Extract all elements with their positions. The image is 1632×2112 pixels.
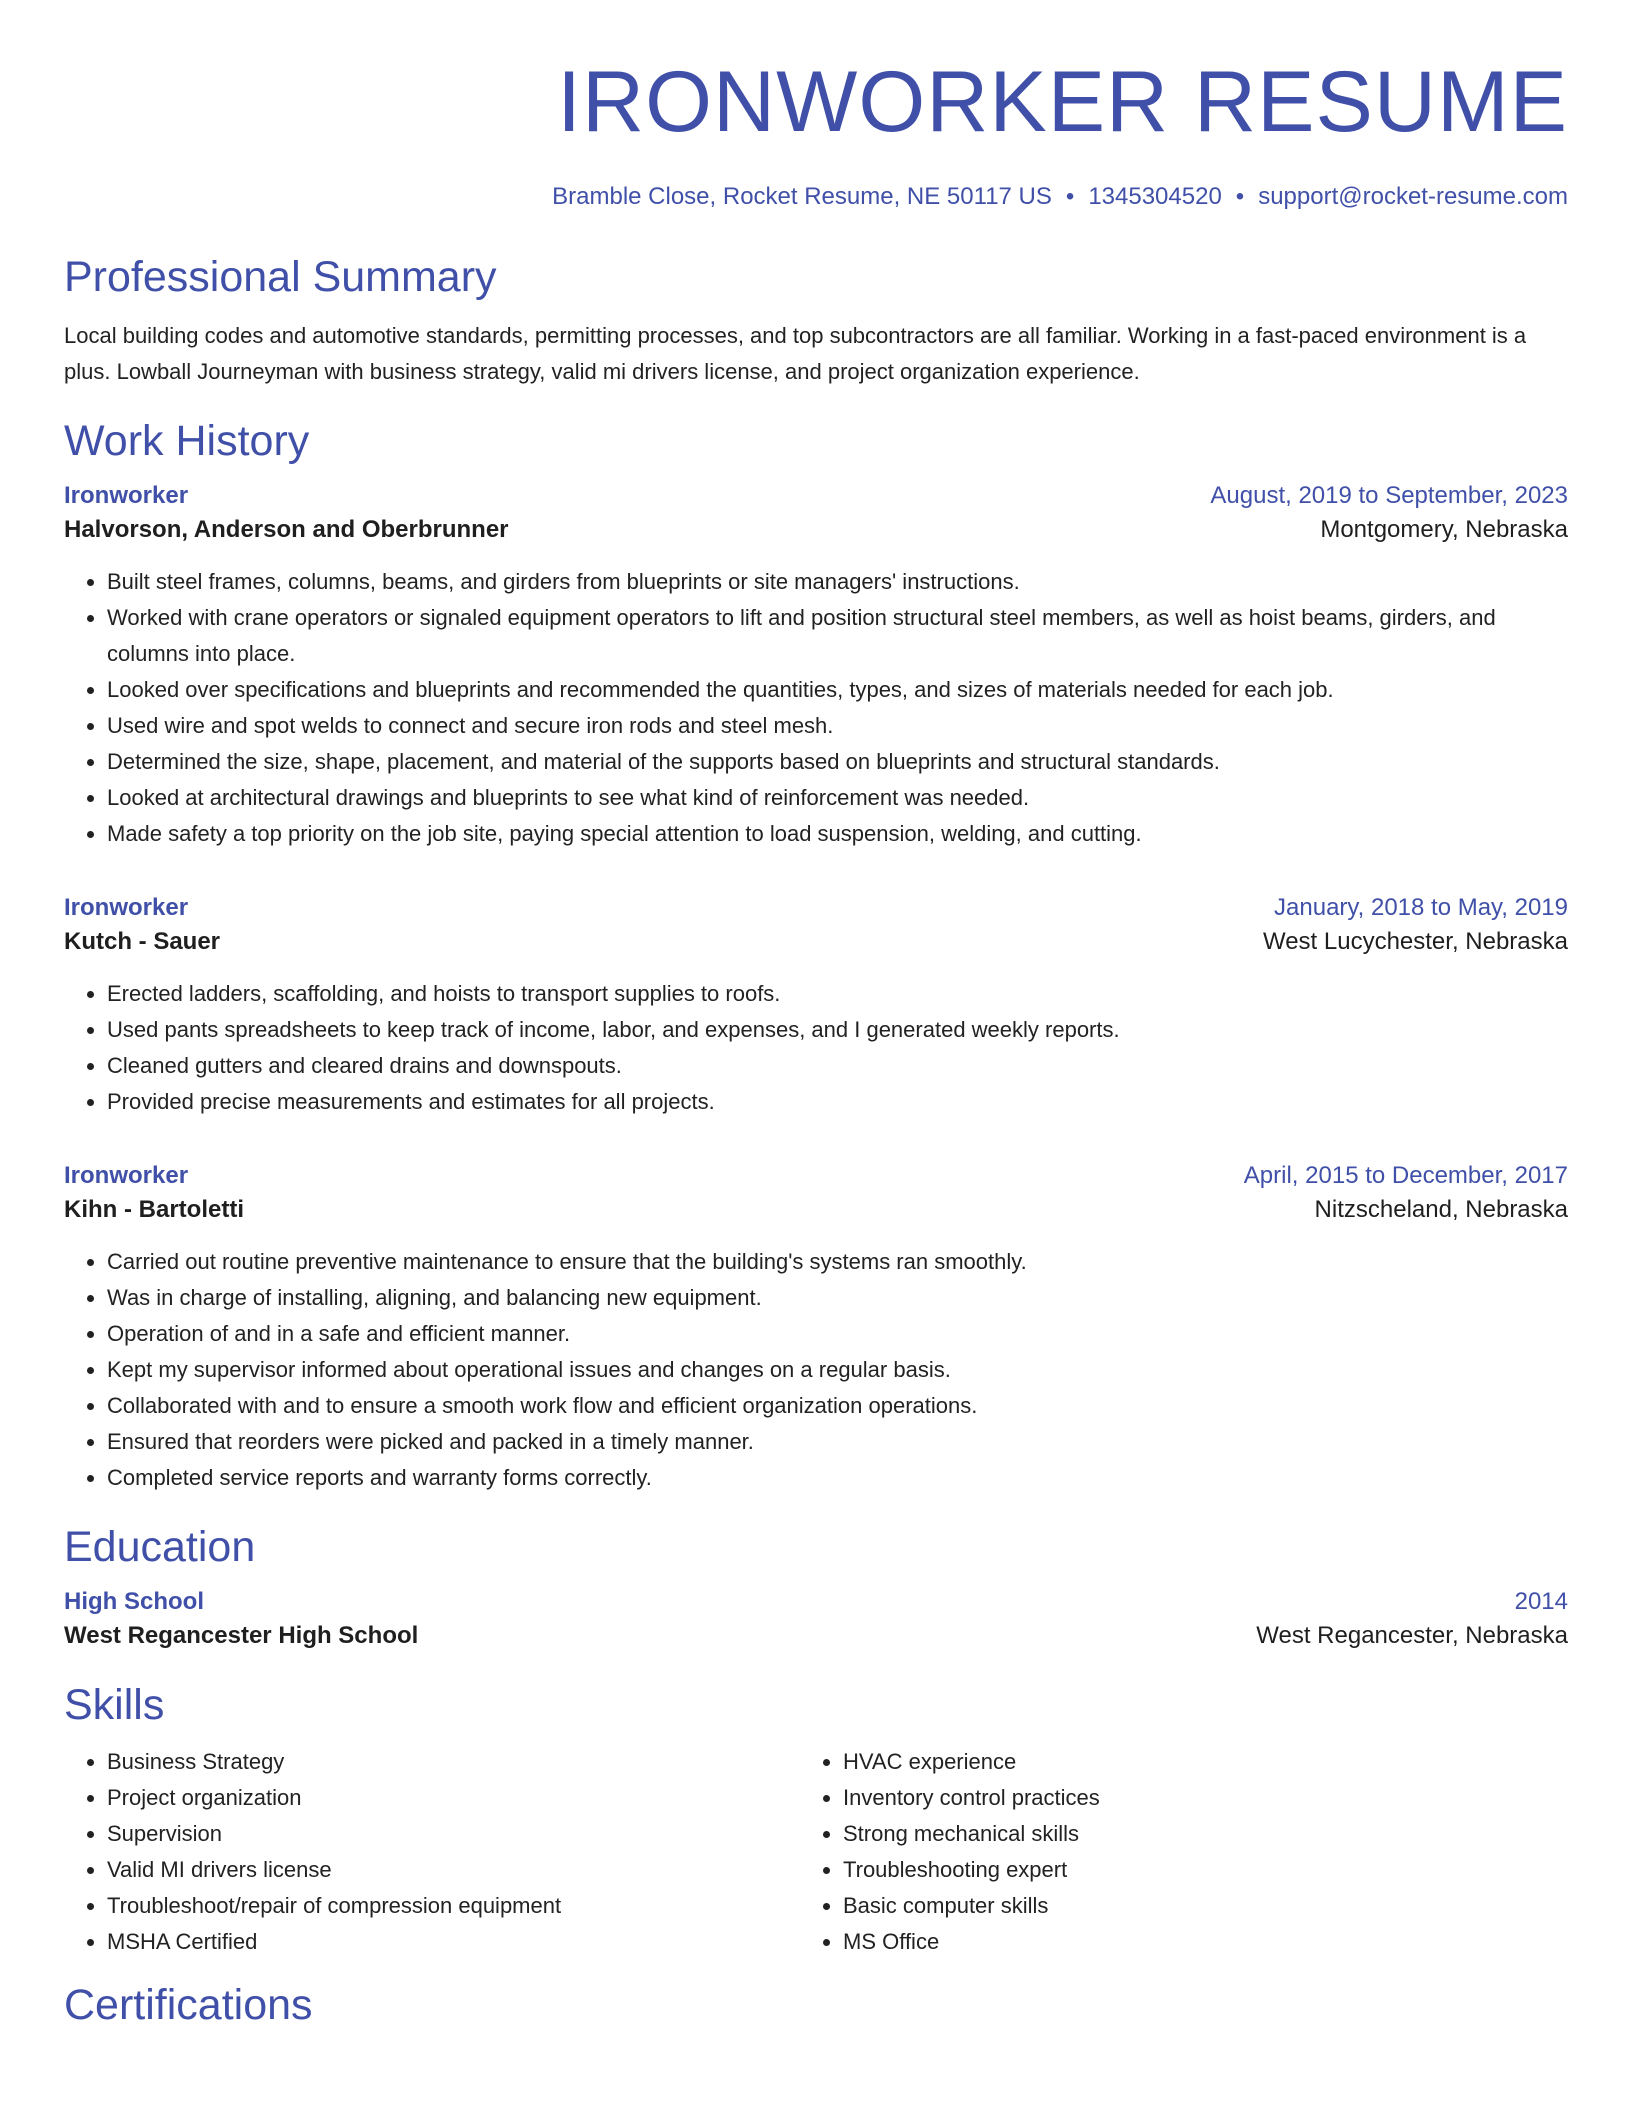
job-date: August, 2019 to September, 2023 [1210, 482, 1568, 509]
skill-item: • Basic computer skills [843, 1888, 1536, 1924]
skill-item: • Strong mechanical skills [843, 1816, 1536, 1852]
education-location: West Regancester, Nebraska [1256, 1622, 1568, 1649]
bullet-item: • Determined the size, shape, placement, and material of the supports based on blueprints and structural standards. [107, 744, 1568, 780]
skills-grid [64, 1744, 1568, 1960]
skill-item: • Business Strategy [107, 1744, 800, 1780]
bullet-item: • Cleaned gutters and cleared drains and downspouts. [107, 1048, 1568, 1084]
section-title-education: Education [64, 1523, 256, 1571]
job-entry [64, 1160, 1568, 1496]
section-title-certifications: Certifications [64, 1981, 313, 2029]
skill-item: • Troubleshoot/repair of compression equipment [107, 1888, 800, 1924]
skill-item: • HVAC experience [843, 1744, 1536, 1780]
skill-item: • Project organization [107, 1780, 800, 1816]
bullet-item: • Used pants spreadsheets to keep track of income, labor, and expenses, and I generated weekly reports. [107, 1012, 1568, 1048]
job-location: West Lucychester, Nebraska [1262, 928, 1568, 955]
bullet-item: • Erected ladders, scaffolding, and hoists to transport supplies to roofs. [107, 976, 1568, 1012]
job-date: April, 2015 to December, 2017 [1243, 1162, 1568, 1189]
bullet-item: • Provided precise measurements and estimates for all projects. [107, 1084, 1568, 1120]
job-entry [64, 892, 1568, 1120]
job-role: Ironworker [64, 1162, 189, 1189]
skill-item: • MSHA Certified [107, 1924, 800, 1960]
contact-line [64, 182, 1568, 212]
contact-address: Bramble Close, Rocket Resume, NE 50117 US [552, 183, 1052, 210]
job-role: Ironworker [64, 894, 189, 921]
bullet-item: • Made safety a top priority on the job site, paying special attention to load suspension, welding, and cutting. [107, 816, 1568, 852]
job-entry [64, 480, 1568, 852]
education-year: 2014 [1514, 1588, 1568, 1615]
job-date: January, 2018 to May, 2019 [1274, 894, 1568, 921]
contact-phone: 1345304520 [1088, 183, 1222, 210]
bullet-item: • Built steel frames, columns, beams, and girders from blueprints or site managers' instructions. [107, 564, 1568, 600]
skill-item: • Supervision [107, 1816, 800, 1852]
bullet-item: • Operation of and in a safe and efficient manner. [107, 1316, 1568, 1352]
job-company: Kutch - Sauer [64, 928, 221, 955]
bullet-item: • Collaborated with and to ensure a smooth work flow and efficient organization operations. [107, 1388, 1568, 1424]
job-location: Montgomery, Nebraska [1320, 516, 1568, 543]
skills-list [64, 1744, 800, 1960]
skill-item: • Troubleshooting expert [843, 1852, 1536, 1888]
education-school: West Regancester High School [64, 1622, 419, 1649]
education-entry [64, 1586, 1568, 1654]
bullet-item: • Looked over specifications and blueprints and recommended the quantities, types, and sizes of materials needed for each job. [107, 672, 1568, 708]
resume-header [64, 0, 1568, 212]
skill-item: • Inventory control practices [843, 1780, 1536, 1816]
job-location: Nitzscheland, Nebraska [1314, 1196, 1568, 1223]
skill-item: • Valid MI drivers license [107, 1852, 800, 1888]
contact-separator: • [1065, 183, 1075, 210]
summary-text: Local building codes and automotive standards, permitting processes, and top subcontractors are all familiar. Working in a fast-paced environment is a plus. Lowball Journeyman with business strategy, valid mi drivers license, and project organization experience. [64, 323, 1527, 384]
section-title-skills: Skills [64, 1681, 165, 1729]
education-degree: High School [64, 1588, 204, 1615]
skills-column-right [800, 1744, 1536, 1960]
resume-title: IRONWORKER RESUME [557, 54, 1568, 150]
bullet-item: • Looked at architectural drawings and blueprints to see what kind of reinforcement was needed. [107, 780, 1568, 816]
bullet-item: • Kept my supervisor informed about operational issues and changes on a regular basis. [107, 1352, 1568, 1388]
section-title-work-history: Work History [64, 417, 310, 465]
bullet-item: • Completed service reports and warranty forms correctly. [107, 1460, 1568, 1496]
job-role: Ironworker [64, 482, 189, 509]
skills-list [800, 1744, 1536, 1960]
section-title-summary: Professional Summary [64, 253, 497, 301]
bullet-item: • Worked with crane operators or signaled equipment operators to lift and position structural steel members, as well as hoist beams, girders, and columns into place. [107, 600, 1568, 672]
contact-separator: • [1235, 183, 1245, 210]
job-bullets [64, 976, 1568, 1120]
bullet-item: • Ensured that reorders were picked and packed in a timely manner. [107, 1424, 1568, 1460]
bullet-item: • Was in charge of installing, aligning, and balancing new equipment. [107, 1280, 1568, 1316]
job-bullets [64, 1244, 1568, 1496]
bullet-item: • Carried out routine preventive maintenance to ensure that the building's systems ran smoothly. [107, 1244, 1568, 1280]
job-bullets [64, 564, 1568, 852]
job-company: Kihn - Bartoletti [64, 1196, 244, 1223]
skills-column-left [64, 1744, 800, 1960]
bullet-item: • Used wire and spot welds to connect and secure iron rods and steel mesh. [107, 708, 1568, 744]
contact-email: support@rocket-resume.com [1258, 183, 1568, 210]
job-company: Halvorson, Anderson and Oberbrunner [64, 516, 509, 543]
skill-item: • MS Office [843, 1924, 1536, 1960]
